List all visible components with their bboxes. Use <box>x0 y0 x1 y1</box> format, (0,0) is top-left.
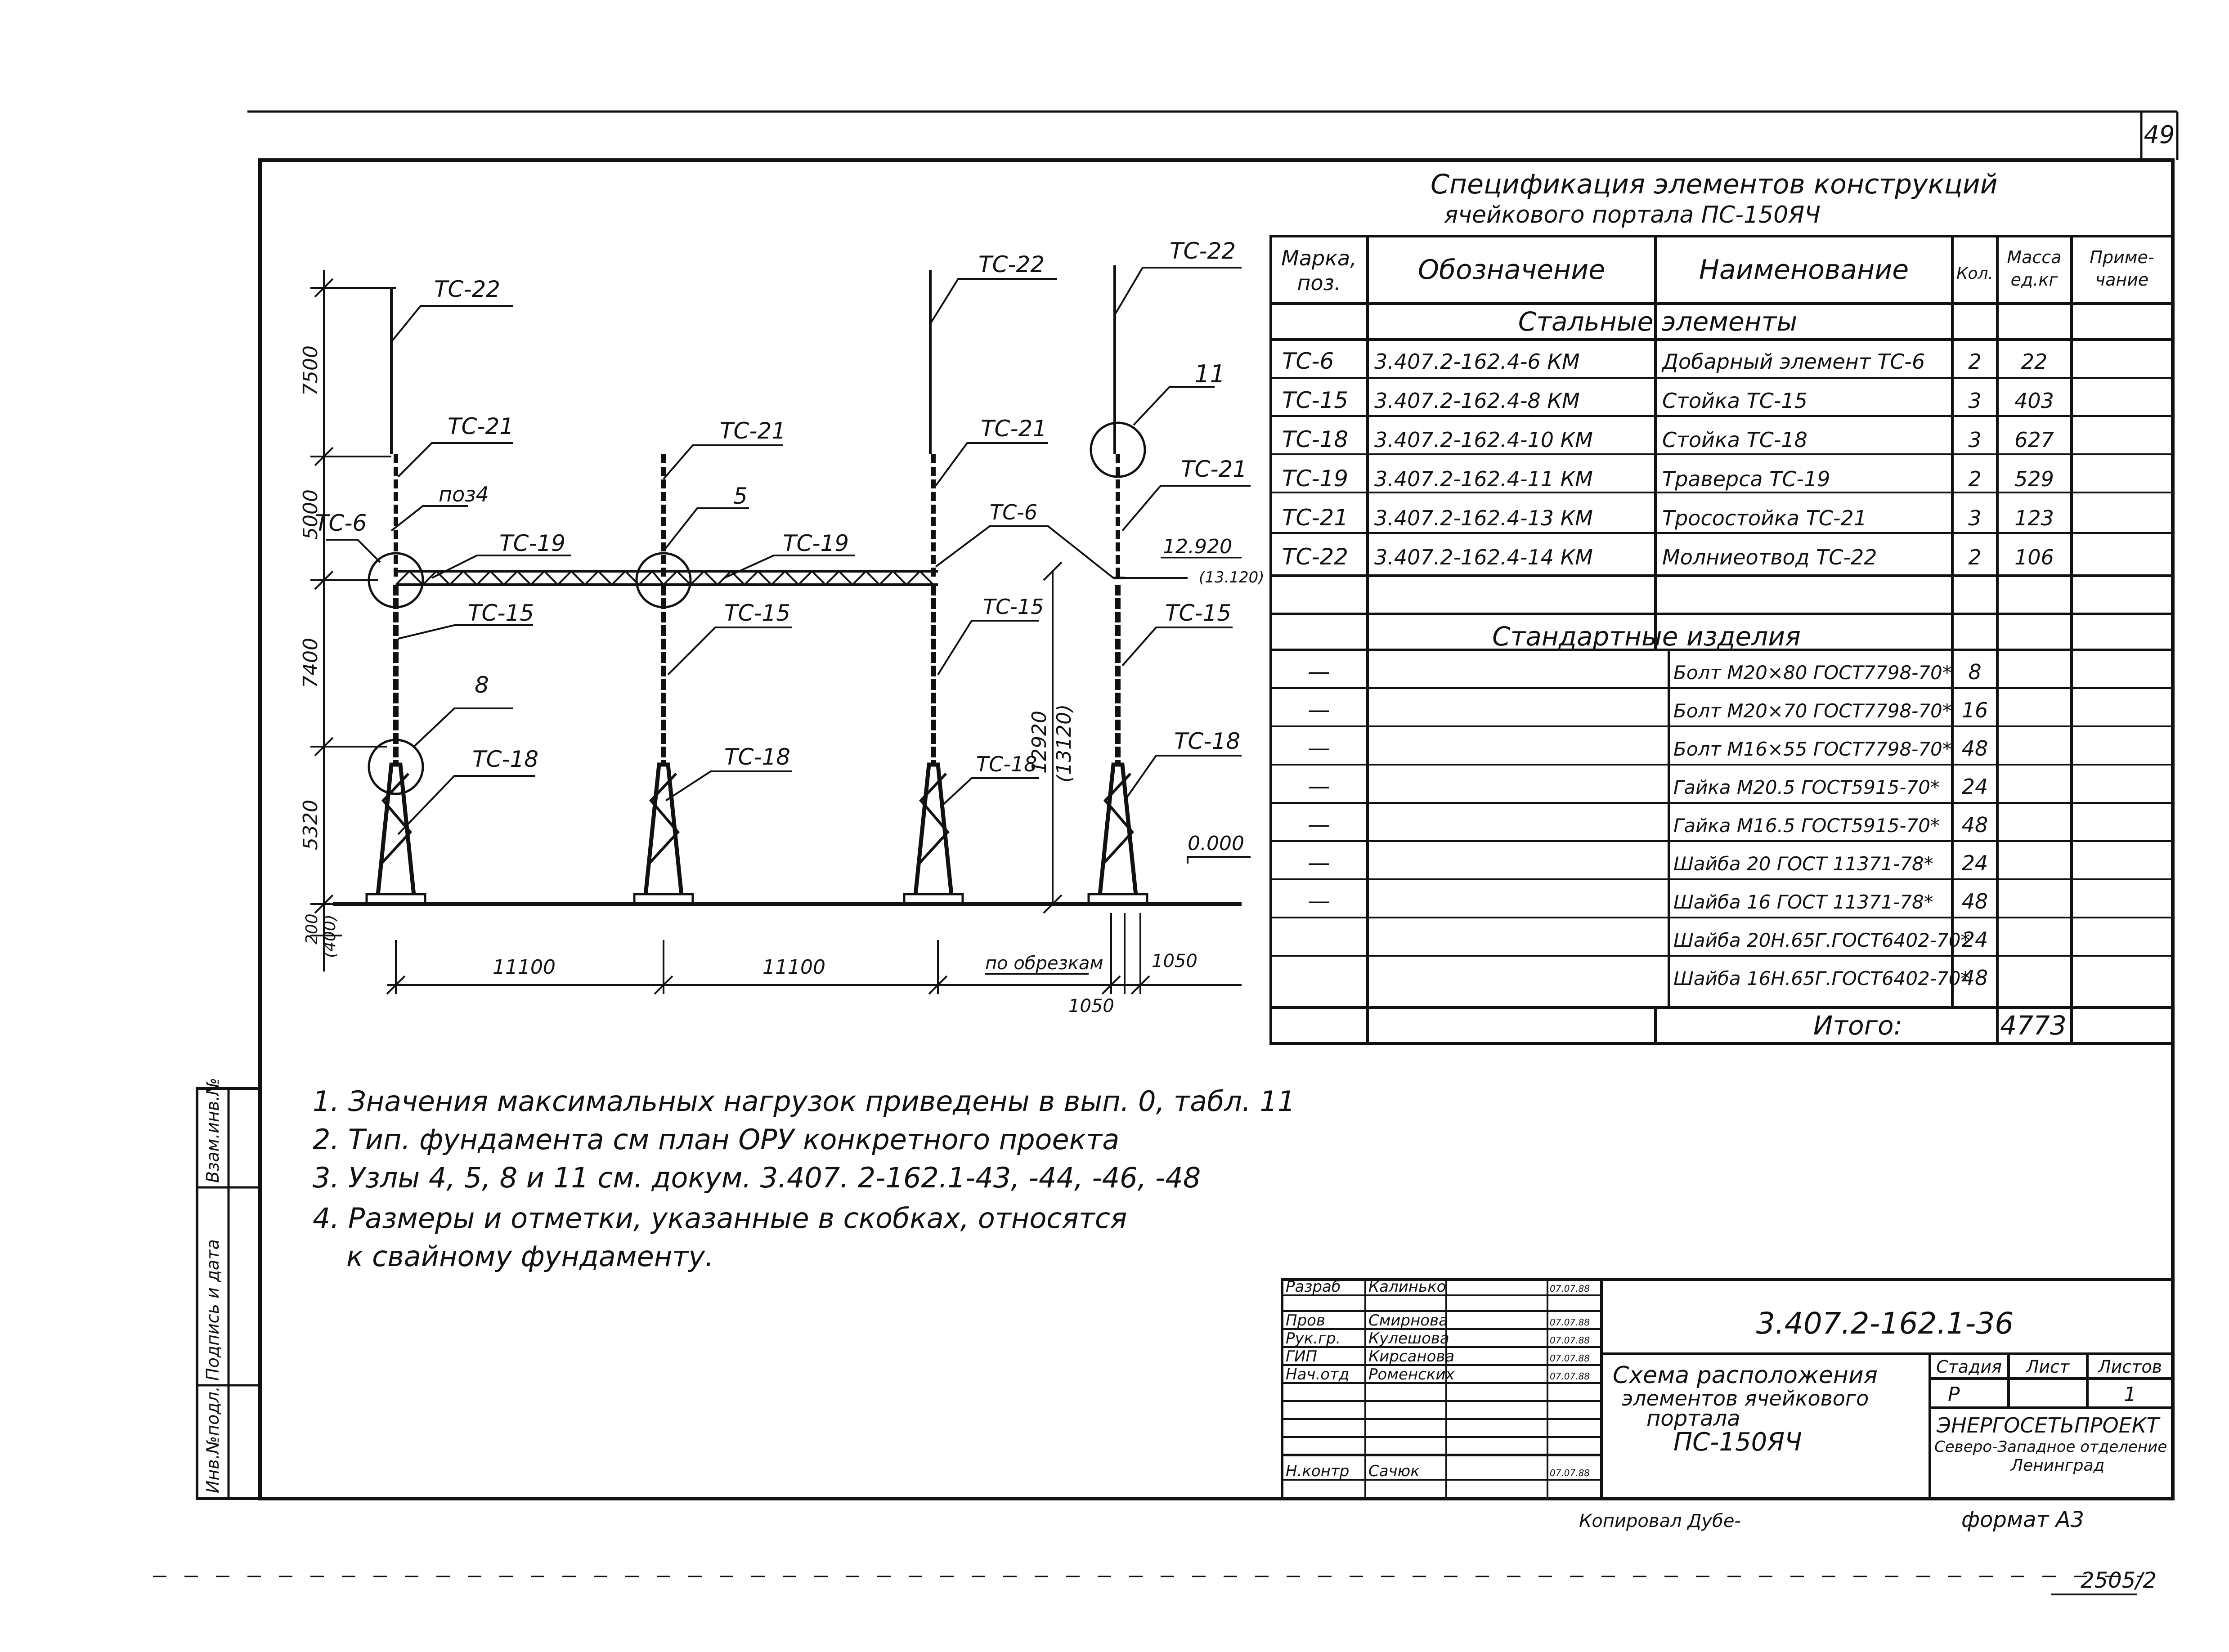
sheet-label: Лист <box>2026 1357 2070 1377</box>
std-row-name: Шайба 20 ГОСТ 11371-78* <box>1673 853 1933 875</box>
header-note-line2: чание <box>2095 270 2149 290</box>
label-tc6-2: ТС-6 <box>990 500 1038 524</box>
label-tc19-2: ТС-19 <box>783 530 849 556</box>
title-line-4: ПС-150ЯЧ <box>1673 1428 1802 1457</box>
steel-row-mass: 403 <box>2014 389 2054 413</box>
approval-date: 07.07.88 <box>1550 1468 1590 1478</box>
label-node-8: 8 <box>475 672 489 698</box>
steel-row-qty: 2 <box>1968 545 1982 569</box>
std-row-qty: 24 <box>1961 775 1988 799</box>
steel-row-name: Стойка ТС-18 <box>1662 428 1807 452</box>
steel-row-mark: ТС-18 <box>1282 426 1349 452</box>
approval-date: 07.07.88 <box>1550 1335 1590 1346</box>
steel-rows <box>1282 348 2054 570</box>
steel-row-designation: 3.407.2-162.4-10 КМ <box>1374 428 1593 452</box>
header-qty: Кол. <box>1956 264 1994 283</box>
steel-row-designation: 3.407.2-162.4-8 КМ <box>1374 389 1580 413</box>
title-line-3: портала <box>1646 1406 1740 1431</box>
std-row-mark: — <box>1308 697 1330 723</box>
std-row-mark: — <box>1308 735 1330 761</box>
steel-row-qty: 3 <box>1968 428 1982 452</box>
steel-row-designation: 3.407.2-162.4-6 КМ <box>1374 349 1580 374</box>
label-tc15-4: ТС-15 <box>1165 600 1232 626</box>
traverse <box>396 571 1125 585</box>
dim-13120: (13120) <box>1053 704 1076 783</box>
approval-date: 07.07.88 <box>1550 1353 1590 1364</box>
dim-axes-label: по обрезкам <box>985 953 1103 974</box>
label-tc15-2: ТС-15 <box>724 600 791 626</box>
std-row-name: Болт М20×70 ГОСТ7798-70* <box>1673 700 1952 722</box>
spec-table <box>1271 169 2173 1043</box>
approval-name: Калинько <box>1368 1278 1446 1296</box>
std-row-qty: 16 <box>1961 698 1988 722</box>
label-tc18-3: ТС-18 <box>976 752 1037 776</box>
standard-rows <box>1308 658 1988 990</box>
std-row-mark: — <box>1308 658 1330 685</box>
dim-5000: 5000 <box>299 489 322 540</box>
header-mass-line2: ед.кг <box>2010 270 2058 290</box>
label-tc21-2: ТС-21 <box>720 418 786 444</box>
std-row-name: Шайба 16 ГОСТ 11371-78* <box>1673 891 1933 913</box>
elevation-ground: 0.000 <box>1188 832 1244 855</box>
column-2 <box>634 454 693 904</box>
dim-5320: 5320 <box>299 800 322 850</box>
steel-row-designation: 3.407.2-162.4-13 КМ <box>1374 506 1593 530</box>
steel-row-mass: 123 <box>2014 506 2054 530</box>
label-tc22-2: ТС-22 <box>978 251 1045 278</box>
copied-by: Копировал Дубе- <box>1579 1511 1741 1531</box>
approval-role: Н.контр <box>1286 1462 1350 1480</box>
label-tc21-4: ТС-21 <box>1181 456 1247 482</box>
std-row-qty: 48 <box>1961 736 1988 761</box>
label-node-5: 5 <box>733 483 748 509</box>
steel-row-name: Стойка ТС-15 <box>1662 389 1807 413</box>
approval-rows <box>1286 1278 1590 1480</box>
label-tc18-1: ТС-18 <box>472 746 539 772</box>
label-tc19-1: ТС-19 <box>499 530 566 556</box>
dim-1050-a: 1050 <box>1152 951 1197 972</box>
steel-row-mark: ТС-19 <box>1282 466 1349 492</box>
header-designation: Обозначение <box>1417 254 1606 286</box>
approval-role: Разраб <box>1286 1278 1341 1296</box>
steel-row-mark: ТС-21 <box>1282 505 1349 531</box>
steel-row-qty: 2 <box>1968 349 1982 374</box>
dim-7500: 7500 <box>299 345 322 396</box>
label-tc15-1: ТС-15 <box>468 600 534 626</box>
page-number: 49 <box>2144 121 2175 149</box>
approval-role: ГИП <box>1286 1348 1317 1365</box>
stage-value: Р <box>1948 1383 1960 1406</box>
dim-200: 200 <box>303 913 321 945</box>
total-label: Итого: <box>1813 1010 1903 1041</box>
general-notes <box>313 1085 1295 1273</box>
steel-row-mark: ТС-6 <box>1282 348 1334 374</box>
std-row-name: Шайба 16Н.65Г.ГОСТ6402-70* <box>1673 967 1970 989</box>
archive-code: 2505/2 <box>2081 1568 2157 1593</box>
std-row-name: Гайка М16.5 ГОСТ5915-70* <box>1673 815 1940 837</box>
steel-row-mass: 22 <box>2021 349 2048 374</box>
strip-sign-label: Подпись и дата <box>203 1239 223 1381</box>
steel-row-name: Молниеотвод ТС-22 <box>1662 545 1877 569</box>
dim-7400: 7400 <box>299 638 322 688</box>
elevation-top-pile: (13.120) <box>1199 569 1265 586</box>
approval-name: Роменских <box>1368 1365 1455 1383</box>
elevation-top: 12.920 <box>1163 535 1232 558</box>
approval-role: Рук.гр. <box>1286 1330 1341 1348</box>
header-name: Наименование <box>1699 254 1909 286</box>
label-tc22-3: ТС-22 <box>1170 238 1236 264</box>
title-line-2: элементов ячейкового <box>1622 1386 1869 1410</box>
steel-row-qty: 3 <box>1968 506 1982 530</box>
std-row-name: Болт М16×55 ГОСТ7798-70* <box>1673 738 1952 760</box>
dim-1050-b: 1050 <box>1068 996 1114 1016</box>
steel-row-mass: 529 <box>2014 467 2054 491</box>
title-line-1: Схема расположения <box>1613 1362 1878 1389</box>
label-tc21-3: ТС-21 <box>981 416 1047 442</box>
std-row-name: Болт М20×80 ГОСТ7798-70* <box>1673 662 1952 684</box>
doc-code: 3.407.2-162.1-36 <box>1756 1306 2014 1341</box>
note-3: 3. Узлы 4, 5, 8 и 11 см. докум. 3.407. 2-162.1-43, -44, -46, -48 <box>313 1161 1201 1194</box>
dim-12920: 12920 <box>1028 711 1051 774</box>
std-row-qty: 8 <box>1968 660 1982 684</box>
stage-label: Стадия <box>1936 1357 2002 1377</box>
header-mass-line1: Масса <box>2007 247 2062 267</box>
steel-row-name: Траверса ТС-19 <box>1662 467 1830 491</box>
steel-row-mark: ТС-22 <box>1282 544 1349 570</box>
label-tc18-4: ТС-18 <box>1174 728 1241 754</box>
org-line-1: ЭНЕРГОСЕТЬПРОЕКТ <box>1937 1413 2159 1437</box>
sheets-value: 1 <box>2124 1383 2136 1406</box>
label-node-11: 11 <box>1194 360 1225 388</box>
steel-row-qty: 2 <box>1968 467 1982 491</box>
approval-name: Смирнова <box>1368 1312 1448 1330</box>
note-4-cont: к свайному фундаменту. <box>346 1240 714 1273</box>
note-1: 1. Значения максимальных нагрузок приведены в вып. 0, табл. 11 <box>313 1085 1296 1118</box>
column-1 <box>367 288 425 904</box>
std-row-mark: — <box>1308 773 1330 799</box>
vertical-dimension-chain <box>310 270 396 972</box>
org-line-3: Ленинград <box>2011 1456 2105 1475</box>
steel-row-qty: 3 <box>1968 389 1982 413</box>
header-mark-line1: Марка, <box>1281 246 1357 270</box>
dim-11100-b: 11100 <box>762 956 825 979</box>
note-4: 4. Размеры и отметки, указанные в скобках, относятся <box>313 1202 1127 1235</box>
note-2: 2. Тип. фундамента см план ОРУ конкретного проекта <box>313 1123 1120 1156</box>
std-row-qty: 48 <box>1961 813 1988 837</box>
strip-inv-label: Инв.№подл. <box>203 1386 223 1493</box>
header-note-line1: Приме- <box>2090 247 2154 267</box>
approval-date: 07.07.88 <box>1550 1317 1590 1328</box>
portal-drawing <box>299 238 1265 1016</box>
std-row-qty: 48 <box>1961 889 1988 913</box>
section-standard: Стандартные изделия <box>1492 621 1801 652</box>
steel-row-name: Тросостойка ТС-21 <box>1662 506 1867 530</box>
spec-title-line2: ячейкового портала ПС-150ЯЧ <box>1444 201 1821 228</box>
total-value: 4773 <box>2000 1010 2067 1041</box>
std-row-mark: — <box>1308 811 1330 837</box>
label-tc15-3: ТС-15 <box>983 595 1044 619</box>
column-4 <box>1089 265 1147 904</box>
steel-row-mass: 627 <box>2014 428 2054 452</box>
std-row-mark: — <box>1308 850 1330 876</box>
format-label: формат А3 <box>1961 1507 2085 1532</box>
std-row-mark: — <box>1308 888 1330 914</box>
approval-role: Пров <box>1286 1312 1325 1330</box>
sheets-label: Листов <box>2098 1357 2162 1377</box>
approval-role: Нач.отд <box>1286 1365 1350 1383</box>
section-steel: Стальные элементы <box>1518 306 1798 337</box>
steel-row-mark: ТС-15 <box>1282 387 1349 413</box>
approval-name: Кирсанова <box>1368 1348 1455 1365</box>
approval-date: 07.07.88 <box>1550 1283 1590 1294</box>
steel-row-name: Добарный элемент ТС-6 <box>1662 349 1925 374</box>
std-row-qty: 24 <box>1961 851 1988 875</box>
std-row-name: Гайка М20.5 ГОСТ5915-70* <box>1673 776 1940 798</box>
strip-replace-label: Взам.инв.№ <box>203 1078 223 1183</box>
label-tc18-2: ТС-18 <box>724 744 791 770</box>
label-pos4: поз4 <box>439 482 489 506</box>
spec-title-line1: Спецификация элементов конструкций <box>1431 169 1998 200</box>
std-row-qty: 24 <box>1961 927 1988 952</box>
label-tc6-1: ТС-6 <box>315 510 367 536</box>
dim-11100-a: 11100 <box>493 956 556 979</box>
header-mark-line2: поз. <box>1297 271 1341 295</box>
steel-row-mass: 106 <box>2014 545 2054 569</box>
approval-name: Кулешова <box>1368 1330 1449 1348</box>
dim-400: (400) <box>321 914 339 958</box>
column-3 <box>904 270 963 904</box>
std-row-name: Шайба 20Н.65Г.ГОСТ6402-70* <box>1673 929 1970 951</box>
std-row-qty: 48 <box>1961 966 1988 990</box>
horizontal-dimension-chain <box>387 913 1242 994</box>
title-block <box>1282 1278 2173 1532</box>
steel-row-designation: 3.407.2-162.4-11 КМ <box>1374 467 1593 491</box>
approval-date: 07.07.88 <box>1550 1371 1590 1382</box>
org-line-2: Северо-Западное отделение <box>1934 1438 2167 1456</box>
approval-name: Сачюк <box>1368 1462 1420 1480</box>
steel-row-designation: 3.407.2-162.4-14 КМ <box>1374 545 1593 569</box>
label-tc21-1: ТС-21 <box>448 413 514 439</box>
label-tc22-1: ТС-22 <box>434 276 501 302</box>
